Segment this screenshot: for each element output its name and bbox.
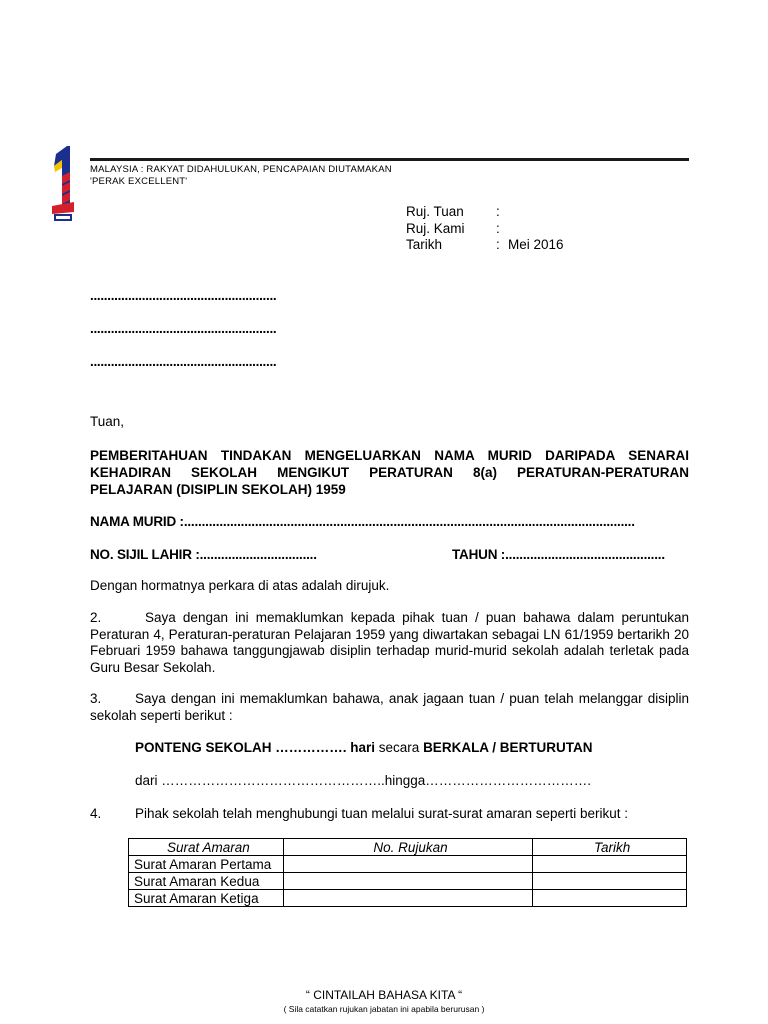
paragraph-4-text: Pihak sekolah telah menghubungi tuan melalui surat-surat amaran seperti berikut : xyxy=(135,806,629,821)
subject-text: PEMBERITAHUAN TINDAKAN MENGELUARKAN NAMA MURID DARIPADA SENARAI KEHADIRAN SEKOLAH MENGIKUT PERATURAN 8(a) PERATURAN-PERATURAN PELAJARAN (DISIPLIN SEKOLAH) 1959 xyxy=(90,448,689,497)
reference-row-tarikh xyxy=(406,237,564,254)
reference-row-ruj-kami xyxy=(406,221,564,238)
paragraph-3 xyxy=(90,691,689,724)
table-cell-surat-amaran: Surat Amaran Kedua xyxy=(129,873,284,890)
ponteng-line xyxy=(135,740,593,755)
address-line-2: ...................................................... xyxy=(90,321,277,336)
paragraph-2 xyxy=(90,610,689,676)
table-cell-no-rujukan xyxy=(283,856,533,873)
ponteng-type: BERKALA / BERTURUTAN xyxy=(423,740,593,755)
table-header-row xyxy=(129,839,687,856)
paragraph-4 xyxy=(90,806,689,823)
motto-line-2: 'PERAK EXCELLENT' xyxy=(90,176,188,187)
reference-label: Ruj. Kami xyxy=(406,220,465,236)
date-range-line: dari …………………………………………..hingga………………………………. xyxy=(135,773,592,788)
ponteng-days: PONTENG SEKOLAH ……………. hari xyxy=(135,740,376,755)
sijil-lahir-field: NO. SIJIL LAHIR :................................. xyxy=(90,547,317,562)
motto-block xyxy=(90,164,392,188)
paragraph-2-text: Saya dengan ini memaklumkan kepada pihak tuan / puan bahawa dalam peruntukan Peraturan 4, Peraturan-peraturan Pelajaran 1959 yang diwartakan sebagai LN 61/1959 bertarikh 20 Februari 1959 bahawa tanggungjawab disiplin terhadap murid-murid sekolah adalah terletak pada Guru Besar Sekolah. xyxy=(90,610,689,675)
header-rule xyxy=(90,158,689,161)
paragraph-3-number: 3. xyxy=(90,691,102,706)
nama-murid-field: NAMA MURID :............................................................................................................................... xyxy=(90,514,635,529)
footer-note: ( Sila catatkan rujukan jabatan ini apabila berurusan ) xyxy=(283,1004,485,1014)
table-header-no-rujukan: No. Rujukan xyxy=(283,839,533,856)
table-cell-surat-amaran: Surat Amaran Pertama xyxy=(129,856,284,873)
ponteng-secara: secara xyxy=(375,740,424,755)
reference-value: Mei 2016 xyxy=(508,237,564,252)
table-cell-surat-amaran: Surat Amaran Ketiga xyxy=(129,890,284,907)
motto-line-1: MALAYSIA : RAKYAT DIDAHULUKAN, PENCAPAIAN DIUTAMAKAN xyxy=(90,164,392,175)
reference-row-ruj-tuan xyxy=(406,204,564,221)
paragraph-2-number: 2. xyxy=(90,610,102,625)
paragraph-4-number: 4. xyxy=(90,806,102,821)
table-cell-no-rujukan xyxy=(283,873,533,890)
warning-letters-table xyxy=(128,838,687,907)
1malaysia-logo xyxy=(50,146,76,224)
table-cell-tarikh xyxy=(533,890,687,907)
paragraph-1: Dengan hormatnya perkara di atas adalah dirujuk. xyxy=(90,578,390,593)
table-row xyxy=(129,890,687,907)
table-header-surat-amaran: Surat Amaran xyxy=(129,839,284,856)
table-header-tarikh: Tarikh xyxy=(533,839,687,856)
table-cell-tarikh xyxy=(533,856,687,873)
reference-label: Ruj. Tuan xyxy=(406,204,464,219)
salutation: Tuan, xyxy=(90,414,125,429)
tahun-field: TAHUN :............................................. xyxy=(452,547,665,562)
address-line-3: ...................................................... xyxy=(90,354,277,369)
reference-colon: : xyxy=(496,204,500,219)
footer-slogan: “ CINTAILAH BAHASA KITA “ xyxy=(305,988,463,1002)
reference-label: Tarikh xyxy=(406,237,443,252)
table-row xyxy=(129,856,687,873)
table-cell-tarikh xyxy=(533,873,687,890)
address-line-1: ...................................................... xyxy=(90,288,277,303)
table-cell-no-rujukan xyxy=(283,890,533,907)
subject-heading xyxy=(90,447,689,498)
reference-colon: : xyxy=(496,237,500,252)
reference-block xyxy=(406,204,564,254)
paragraph-3-text: Saya dengan ini memaklumkan bahawa, anak jagaan tuan / puan telah melanggar disiplin sekolah seperti berikut : xyxy=(90,691,689,723)
reference-colon: : xyxy=(496,220,500,236)
table-row xyxy=(129,873,687,890)
